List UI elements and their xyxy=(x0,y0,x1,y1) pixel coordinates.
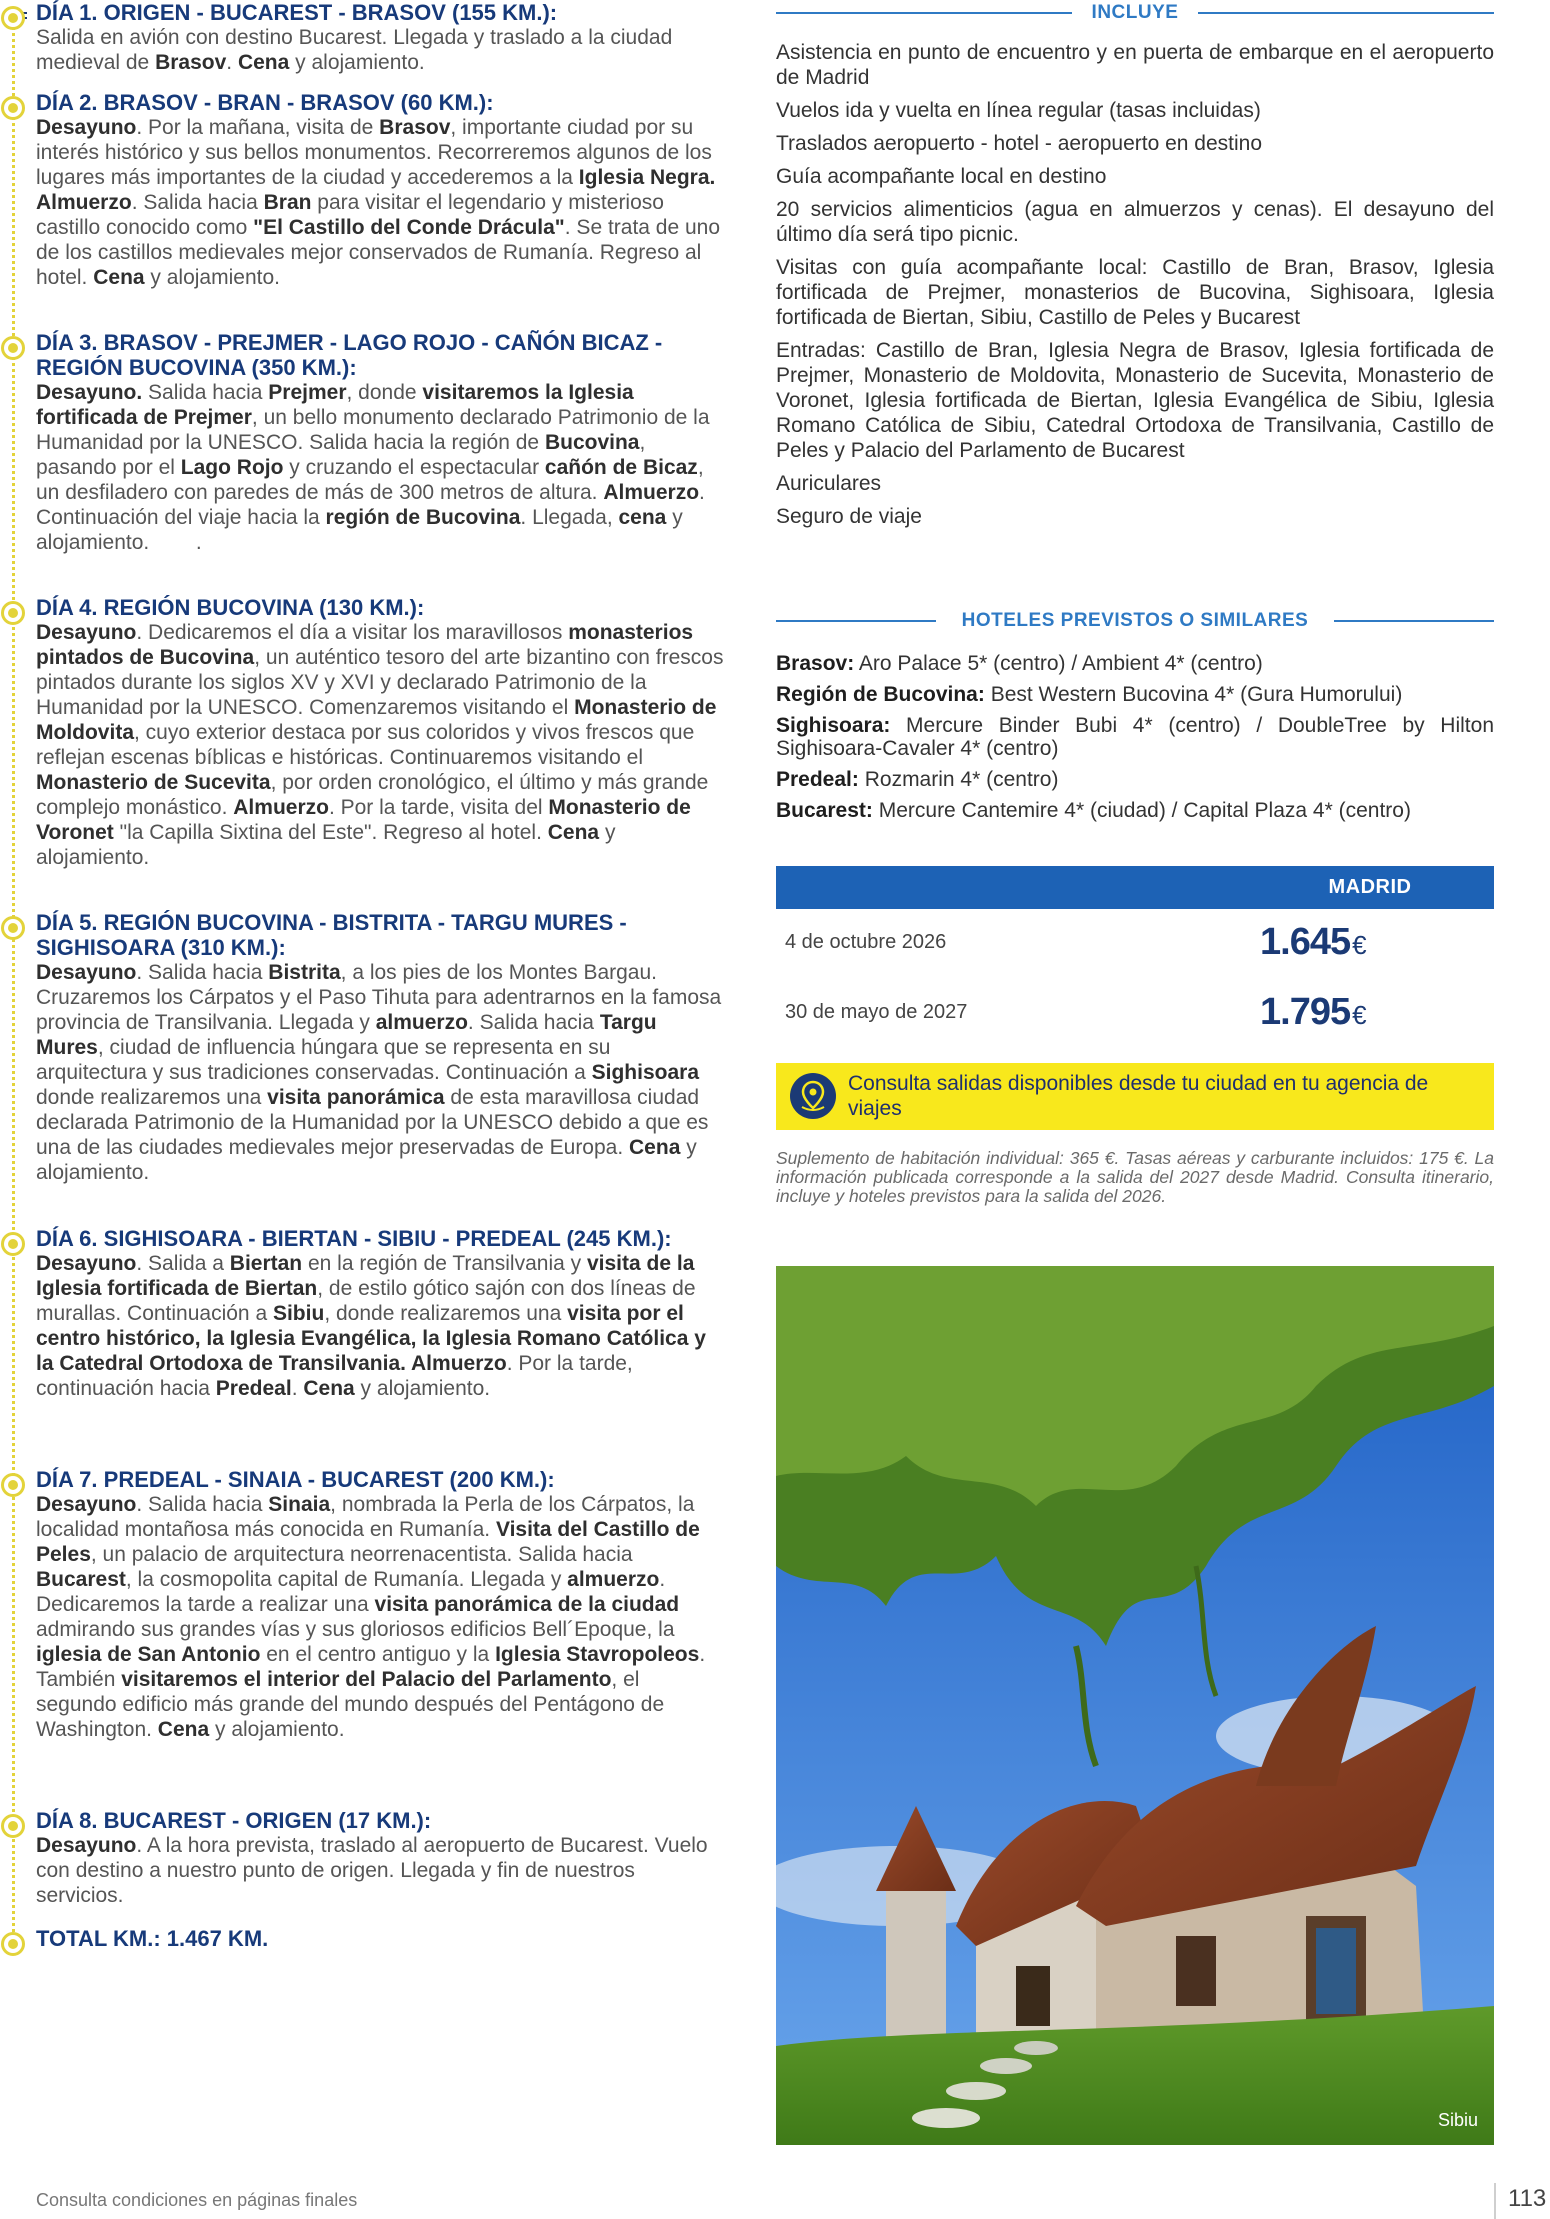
consult-text: Consulta salidas disponibles desde tu ciudad en tu agencia de viajes xyxy=(848,1072,1429,1120)
bullet-icon xyxy=(1,1473,25,1497)
clay-castle-image xyxy=(776,1266,1494,2145)
hotel-row xyxy=(776,652,1494,675)
include-item: Auriculares xyxy=(776,472,882,495)
price-table-header xyxy=(776,866,1494,909)
departure-date: 30 de mayo de 2027 xyxy=(785,1001,968,1023)
day-description: Salida en avión con destino Bucarest. Llegada y traslado a la ciudad medieval de Brasov. Cena y alojamiento. xyxy=(36,26,673,74)
hotel-city: Región de Bucovina: xyxy=(776,683,985,706)
hotel-row xyxy=(776,714,1494,760)
hotel-city: Bucarest: xyxy=(776,799,873,822)
hotel-city: Brasov: xyxy=(776,652,855,675)
day-5 xyxy=(0,910,725,1185)
include-item: Entradas: Castillo de Bran, Iglesia Negra de Brasov, Iglesia fortificada de Prejmer, Monasterio de Moldovita, Monasterio de Sucevita, Monasterio de Voronet, Iglesia fortificada de Biertan, Iglesia Evangélica de Sibiu, Iglesia Romano Católica de Sibiu, Catedral Ortodoxa de Transilvania, Castillo de Peles y Palacio del Parlamento de Bucarest xyxy=(776,339,1494,462)
include-item: Traslados aeropuerto - hotel - aeropuerto en destino xyxy=(776,132,1263,155)
price-row xyxy=(776,909,1494,979)
hotels-list xyxy=(776,652,1494,830)
location-pin-icon xyxy=(790,1073,836,1119)
currency-symbol: € xyxy=(1352,930,1366,960)
footer-conditions: Consulta condiciones en páginas finales xyxy=(36,2190,358,2210)
day-4 xyxy=(0,595,725,870)
itinerary-column xyxy=(0,0,725,1960)
bullet-icon xyxy=(1,601,25,625)
hotel-city: Sighisoara: xyxy=(776,714,891,737)
day-3 xyxy=(0,330,725,555)
price-amount xyxy=(1260,991,1366,1034)
includes-title: INCLUYE xyxy=(1091,2,1179,23)
hotel-names: Aro Palace 5* (centro) / Ambient 4* (centro) xyxy=(858,652,1263,675)
hotel-names: Best Western Bucovina 4* (Gura Humorului) xyxy=(990,683,1403,706)
include-item: Seguro de viaje xyxy=(776,505,922,528)
day-description: Desayuno. Dedicaremos el día a visitar los maravillosos monasterios pintados de Bucovina, un auténtico tesoro del arte bizantino con frescos pintados durante los siglos XV y XVI y declarado Patrimonio de la Humanidad por la UNESCO. Comenzaremos visitando el Monasterio de Moldovita, cuyo exterior destaca por sus coloridos y vivos frescos que reflejan escenas bíblicas e históricas. Continuaremos visitando el Monasterio de Sucevita, por orden cronológico, el último y más grande complejo monástico. Almuerzo. Por la tarde, visita del Monasterio de Voronet "la Capilla Sixtina del Este". Regreso al hotel. Cena y alojamiento. xyxy=(36,621,724,869)
hotel-names: Mercure Cantemire 4* (ciudad) / Capital Plaza 4* (centro) xyxy=(878,799,1411,822)
includes-list xyxy=(776,40,1494,537)
price-amount xyxy=(1260,921,1366,964)
includes-header xyxy=(776,0,1494,26)
total-km xyxy=(0,1926,725,1951)
price-value: 1.795 xyxy=(1260,991,1351,1033)
sibiu-photo xyxy=(776,1266,1494,2145)
hotel-names: Mercure Binder Bubi 4* (centro) / DoubleTree by Hilton Sighisoara-Cavaler 4* (centro) xyxy=(776,714,1494,760)
day-1 xyxy=(0,0,725,75)
day-7 xyxy=(0,1467,725,1742)
bullet-icon xyxy=(1,1814,25,1838)
price-value: 1.645 xyxy=(1260,921,1351,963)
day-description: Desayuno. Salida a Biertan en la región de Transilvania y visita de la Iglesia fortificada de Biertan, de estilo gótico sajón con dos líneas de murallas. Continuación a Sibiu, donde realizaremos una visita por el centro histórico, la Iglesia Evangélica, la Iglesia Romano Católica y la Catedral Ortodoxa de Transilvania. Almuerzo. Por la tarde, continuación hacia Predeal. Cena y alojamiento. xyxy=(36,1252,706,1400)
bullet-icon xyxy=(1,96,25,120)
day-description: Desayuno. Salida hacia Sinaia, nombrada la Perla de los Cárpatos, la localidad montañosa más conocida en Rumanía. Visita del Castillo de Peles, un palacio de arquitectura neorrenacentista. Salida hacia Bucarest, la cosmopolita capital de Rumanía. Llegada y almuerzo. Dedicaremos la tarde a realizar una visita panorámica de la ciudad admirando sus grandes vías y sus gloriosos edificios Bell´Epoque, la iglesia de San Antonio en el centro antiguo y la Iglesia Stavropoleos. También visitaremos el interior del Palacio del Parlamento, el segundo edificio más grande del mundo después del Pentágono de Washington. Cena y alojamiento. xyxy=(36,1493,706,1741)
include-item: 20 servicios alimenticios (agua en almuerzos y cenas). El desayuno del último día será tipo picnic. xyxy=(776,198,1494,246)
day-description: Desayuno. Por la mañana, visita de Brasov, importante ciudad por su interés histórico y sus bellos monumentos. Recorreremos algunos de los lugares más importantes de la ciudad y accederemos a la Iglesia Negra. Almuerzo. Salida hacia Bran para visitar el legendario y misterioso castillo conocido como "El Castillo del Conde Drácula". Se trata de uno de los castillos medievales mejor conservados de Rumanía. Regreso al hotel. Cena y alojamiento. xyxy=(36,116,721,289)
footer-divider xyxy=(1494,2183,1496,2219)
day-description: Desayuno. Salida hacia Prejmer, donde visitaremos la Iglesia fortificada de Prejmer, un bello monumento declarado Patrimonio de la Humanidad por la UNESCO. Salida hacia la región de Bucovina, pasando por el Lago Rojo y cruzando el espectacular cañón de Bicaz, un desfiladero con paredes de más de 300 metros de altura. Almuerzo. Continuación del viaje hacia la región de Bucovina. Llegada, cena y alojamiento. . xyxy=(36,381,710,554)
currency-symbol: € xyxy=(1352,1000,1366,1030)
day-2 xyxy=(0,90,725,290)
hotels-header xyxy=(776,608,1494,634)
include-item: Guía acompañante local en destino xyxy=(776,165,1107,188)
hotels-title: HOTELES PREVISTOS O SIMILARES xyxy=(961,610,1309,631)
hotel-names: Rozmarin 4* (centro) xyxy=(864,768,1059,791)
hotel-row xyxy=(776,683,1494,706)
bullet-icon xyxy=(1,1232,25,1256)
bullet-icon xyxy=(1,336,25,360)
day-title: DÍA 2. BRASOV - BRAN - BRASOV (60 KM.): xyxy=(36,90,494,115)
day-6 xyxy=(0,1226,725,1401)
day-title: DÍA 7. PREDEAL - SINAIA - BUCAREST (200 KM.): xyxy=(36,1467,555,1492)
supplement-note: Suplemento de habitación individual: 365 €. Tasas aéreas y carburante incluidos: 175 €. La información publicada corresponde a la salida del 2027 desde Madrid. Consulta itinerario, incluye y hoteles previstos para la salida del 2026. xyxy=(776,1148,1494,1206)
photo-caption: Sibiu xyxy=(1437,2110,1478,2130)
include-item: Vuelos ida y vuelta en línea regular (tasas incluidas) xyxy=(776,99,1261,122)
day-title: DÍA 8. BUCAREST - ORIGEN (17 KM.): xyxy=(36,1808,432,1833)
hotel-row xyxy=(776,799,1494,822)
day-description: Desayuno. Salida hacia Bistrita, a los pies de los Montes Bargau. Cruzaremos los Cárpatos y el Paso Tihuta para adentrarnos en la famosa provincia de Transilvania. Llegada y almuerzo. Salida hacia Targu Mures, ciudad de influencia húngara que se representa en su arquitectura y sus tradiciones conservadas. Continuación a Sighisoara donde realizaremos una visita panorámica de esta maravillosa ciudad declarada Patrimonio de la Humanidad por la UNESCO debido a que es una de las ciudades medievales mejor preservadas de Europa. Cena y alojamiento. xyxy=(36,961,722,1184)
price-origin: MADRID xyxy=(1328,876,1412,898)
hotel-city: Predeal: xyxy=(776,768,859,791)
day-title: DÍA 4. REGIÓN BUCOVINA (130 KM.): xyxy=(36,595,425,620)
price-table xyxy=(776,866,1494,1049)
day-title: DÍA 5. REGIÓN BUCOVINA - BISTRITA - TARGU MURES - SIGHISOARA (310 KM.): xyxy=(36,910,627,960)
day-title: DÍA 3. BRASOV - PREJMER - LAGO ROJO - CAÑÓN BICAZ - REGIÓN BUCOVINA (350 KM.): xyxy=(36,330,663,380)
departure-date: 4 de octubre 2026 xyxy=(785,931,947,953)
price-row xyxy=(776,979,1494,1049)
consult-banner xyxy=(776,1063,1494,1130)
day-title: DÍA 1. ORIGEN - BUCAREST - BRASOV (155 KM.): xyxy=(36,0,558,25)
day-title: DÍA 6. SIGHISOARA - BIERTAN - SIBIU - PREDEAL (245 KM.): xyxy=(36,1226,672,1251)
day-description: Desayuno. A la hora prevista, traslado al aeropuerto de Bucarest. Vuelo con destino a nuestro punto de origen. Llegada y fin de nuestros servicios. xyxy=(36,1834,708,1907)
day-8 xyxy=(0,1808,725,1908)
total-km-label: TOTAL KM.: 1.467 KM. xyxy=(36,1926,269,1951)
bullet-icon xyxy=(1,916,25,940)
hotel-row xyxy=(776,768,1494,791)
page-number: 113 xyxy=(1508,2185,1547,2212)
bullet-icon xyxy=(1,6,25,30)
include-item: Visitas con guía acompañante local: Castillo de Bran, Brasov, Iglesia fortificada de Prejmer, monasterios de Bucovina, Sighisoara, Iglesia fortificada de Biertan, Sibiu, Castillo de Peles y Bucarest xyxy=(776,256,1494,329)
include-item: Asistencia en punto de encuentro y en puerta de embarque en el aeropuerto de Madrid xyxy=(776,41,1494,89)
bullet-icon xyxy=(1,1932,25,1956)
